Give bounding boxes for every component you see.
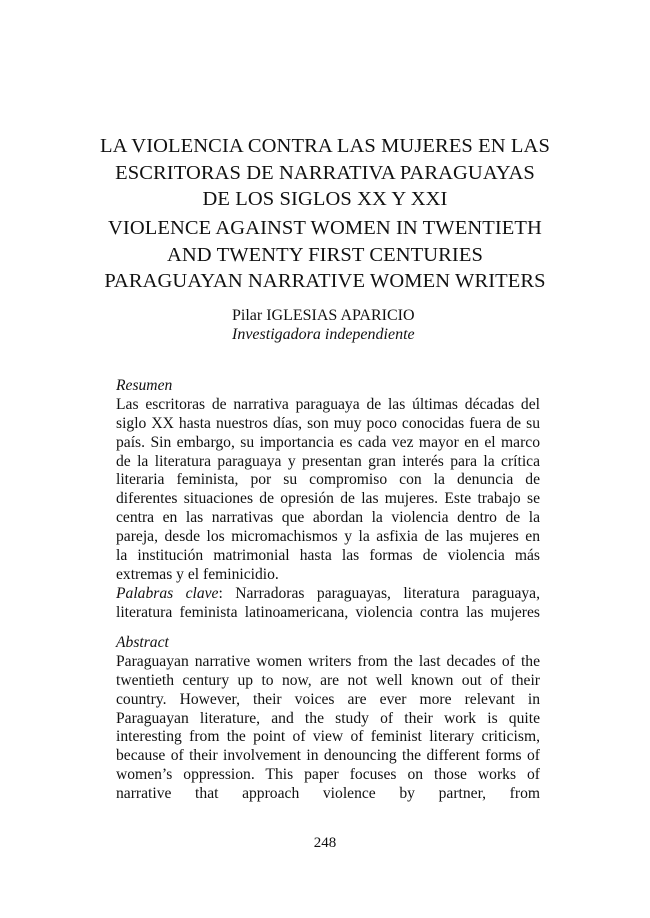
resumen-line: la institución matrimonial hasta las formas de violencia más [116,547,540,565]
title-english [100,215,550,295]
title-line: VIOLENCE AGAINST WOMEN IN TWENTIETH [108,217,542,239]
title-line: LA VIOLENCIA CONTRA LAS MUJERES EN LAS [100,135,550,157]
resumen-line: de la literatura paraguaya y presentan gran interés para la crítica [116,452,540,470]
resumen-line: Las escritoras de narrativa paraguaya de las últimas décadas del [116,395,540,413]
abstract-heading: Abstract [116,634,169,651]
title-line: AND TWENTY FIRST CENTURIES [167,243,483,266]
abstract-line: women’s oppression. This paper focuses on those works of [116,766,540,784]
abstract-line: because of their involvement in denouncing the different forms of [116,747,540,765]
resumen-line: literaria feminista, por su compromiso con la denuncia de [116,471,540,489]
keywords-line: literatura feminista latinoamericana, violencia contra las mujeres [116,603,540,621]
abstract-line: Paraguayan narrative women writers from the last decades of the [116,652,540,670]
author-affiliation: Investigadora independiente [232,326,415,343]
abstract-line: interesting from the point of view of feminist literary criticism, [116,728,540,746]
keywords-text: : Narradoras paraguayas, literatura paraguaya, [218,584,540,602]
title-line: PARAGUAYAN NARRATIVE WOMEN WRITERS [104,270,546,292]
title-line: ESCRITORAS DE NARRATIVA PARAGUAYAS [115,161,535,184]
abstract-line: twentieth century up to now, are not well known out of their [116,671,540,689]
abstract-section [116,634,540,804]
author-name: Pilar IGLESIAS APARICIO [232,307,415,324]
abstract-line: country. However, their voices are ever more relevant in [116,690,540,708]
resumen-line: país. Sin embargo, su importancia es cada vez mayor en el marco [116,433,540,451]
author-block [232,306,415,344]
resumen-line: siglo XX hasta nuestros días, son muy poco conocidas fuera de su [116,414,540,432]
page-number: 248 [313,835,337,851]
abstract-line: narrative that approach violence by partner, from [116,785,540,803]
keywords-line [116,585,540,604]
resumen-section [116,377,540,623]
resumen-line: centra en las narrativas que abordan la violencia dentro de la [116,509,540,527]
resumen-heading: Resumen [116,377,173,394]
title-line: DE LOS SIGLOS XX Y XXI [202,188,448,210]
resumen-line: pareja, desde los micromachismos y la asfixia de las mujeres en [116,528,540,546]
title-spanish [100,133,550,213]
keywords-label: Palabras clave [116,584,219,602]
abstract-line: Paraguayan literature, and the study of their work is quite [116,709,540,727]
resumen-line: extremas y el feminicidio. [116,565,279,583]
resumen-line: diferentes situaciones de opresión de las mujeres. Este trabajo se [116,490,540,508]
